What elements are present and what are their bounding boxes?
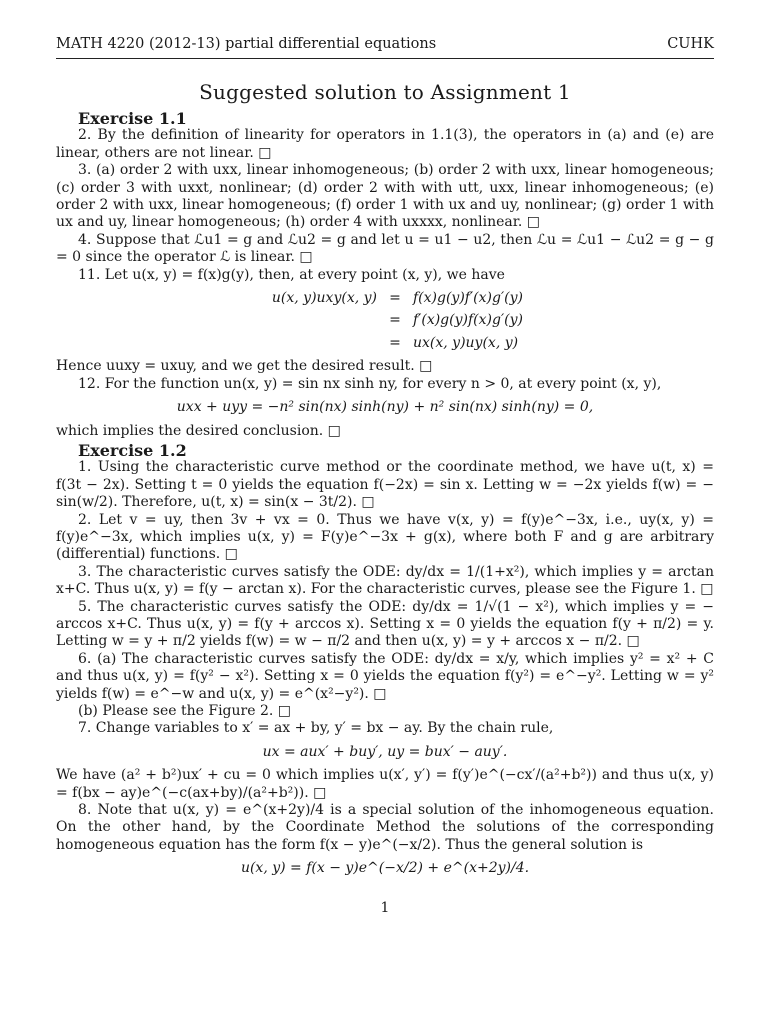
- equation-12: uxx + uyy = −n² sin(nx) sinh(ny) + n² sin(nx) sinh(ny) = 0,: [176, 399, 594, 416]
- equation-equals: =: [389, 290, 401, 307]
- solution-1-1-12-conclusion: which implies the desired conclusion. □: [56, 422, 341, 439]
- equation-equals: =: [389, 334, 401, 351]
- page-number: 1: [380, 900, 390, 916]
- equation-7: ux = aux′ + buy′, uy = bux′ − auy′.: [262, 743, 508, 760]
- solution-1-1-3: 3. (a) order 2 with uxx, linear inhomogeneous; (b) order 2 with uxx, linear homogeneous; (c) order 3 with uxxt, nonlinear; (d) order 2 with with utt, uxx, linear inhomogeneous; (e) order 2 with uxx, linear homogeneous; (f) order 1 with ux and uy, nonlinear; (g) order 1 with ux and uy, linear homogeneous; (h) order 4 with uxxxx, nonlinear. □: [56, 162, 714, 231]
- solution-1-2-3: 3. The characteristic curves satisfy the ODE: dy/dx = 1/(1+x²), which implies y = arctan x+C. Thus u(x, y) = f(y − arctan x). For the characteristic curves, please see the Figure 1. □: [56, 563, 714, 598]
- solution-1-1-12: 12. For the function un(x, y) = sin nx sinh ny, for every n > 0, at every point (x, y),: [78, 375, 662, 392]
- equation-rhs: ux(x, y)uy(x, y): [413, 334, 519, 351]
- solution-1-2-6b: (b) Please see the Figure 2. □: [78, 703, 292, 719]
- course-title: MATH 4220 (2012-13) partial differential equations: [56, 36, 437, 52]
- document-body: [56, 108, 714, 884]
- page-title: Suggested solution to Assignment 1: [199, 80, 571, 104]
- equation-8: u(x, y) = f(x − y)e^(−x/2) + e^(x+2y)/4.: [240, 860, 530, 877]
- solution-1-2-1: 1. Using the characteristic curve method or the coordinate method, we have u(t, x) = f(3t − 2x). Setting t = 0 yields the equation f(−2x) = sin x. Letting w = −2x yields f(w) = − sin(w/2). Therefore, u(t, x) = sin(x − 3t/2). □: [56, 459, 714, 511]
- document-page: [56, 0, 714, 1024]
- solution-1-1-11: 11. Let u(x, y) = f(x)g(y), then, at every point (x, y), we have: [78, 266, 505, 283]
- institution: CUHK: [667, 36, 714, 52]
- solution-1-2-2: 2. Let v = uy, then 3v + vx = 0. Thus we have v(x, y) = f(y)e^−3x, i.e., uy(x, y) = f(y)e^−3x, which implies u(x, y) = F(y)e^−3x + g(x), where both F and g are arbitrary (differential) functions. □: [56, 511, 714, 563]
- equation-array-11: [56, 290, 714, 352]
- header-rule: [56, 58, 714, 59]
- solution-1-2-7: 7. Change variables to x′ = ax + by, y′ = bx − ay. By the chain rule,: [78, 720, 554, 737]
- equation-lhs: [157, 312, 377, 329]
- running-header: [56, 36, 714, 52]
- section-heading-1-1: Exercise 1.1: [78, 109, 187, 128]
- solution-1-2-6: 6. (a) The characteristic curves satisfy the ODE: dy/dx = x/y, which implies y² = x² + C and thus u(x, y) = f(y² − x²). Setting x = 0 yields the equation f(y²) = e^−y². Letting w = y² yields f(w) = e^−w and u(x, y) = e^(x²−y²). □: [56, 650, 714, 702]
- equation-lhs: [157, 335, 377, 352]
- solution-1-1-4: 4. Suppose that ℒu1 = g and ℒu2 = g and let u = u1 − u2, then ℒu = ℒu1 − ℒu2 = g − g = 0 since the operator ℒ is linear. □: [56, 231, 714, 266]
- equation-equals: =: [389, 312, 401, 329]
- solution-1-2-8: 8. Note that u(x, y) = e^(x+2y)/4 is a special solution of the inhomogeneous equation. On the other hand, by the Coordinate Method the solutions of the corresponding homogeneous equation has the form f(x − y)e^(−x/2). Thus the general solution is: [56, 802, 714, 853]
- equation-lhs: u(x, y)uxy(x, y): [271, 290, 377, 307]
- solution-1-1-11-conclusion: Hence uuxy = uxuy, and we get the desired result. □: [56, 358, 433, 375]
- solution-1-2-5: 5. The characteristic curves satisfy the ODE: dy/dx = 1/√(1 − x²), which implies y = − arccos x+C. Thus u(x, y) = f(y + arccos x). Setting x = 0 yields the equation f(y + π/2) = y. Letting w = y + π/2 yields f(w) = w − π/2 and then u(x, y) = y + arccos x − π/2. □: [56, 598, 714, 650]
- solution-1-2-7-conclusion: We have (a² + b²)ux′ + cu = 0 which implies u(x′, y′) = f(y′)e^(−cx′/(a²+b²)) and thus u(x, y) = f(bx − ay)e^(−c(ax+by)/(a²+b²)). □: [56, 767, 714, 801]
- section-heading-1-2: Exercise 1.2: [78, 440, 187, 460]
- equation-rhs: f(x)g(y)f′(x)g′(y): [413, 290, 523, 307]
- equation-rhs: f′(x)g(y)f(x)g′(y): [413, 312, 523, 329]
- solution-1-1-2: 2. By the definition of linearity for operators in 1.1(3), the operators in (a) and (e) are linear, others are not linear. □: [56, 127, 714, 161]
